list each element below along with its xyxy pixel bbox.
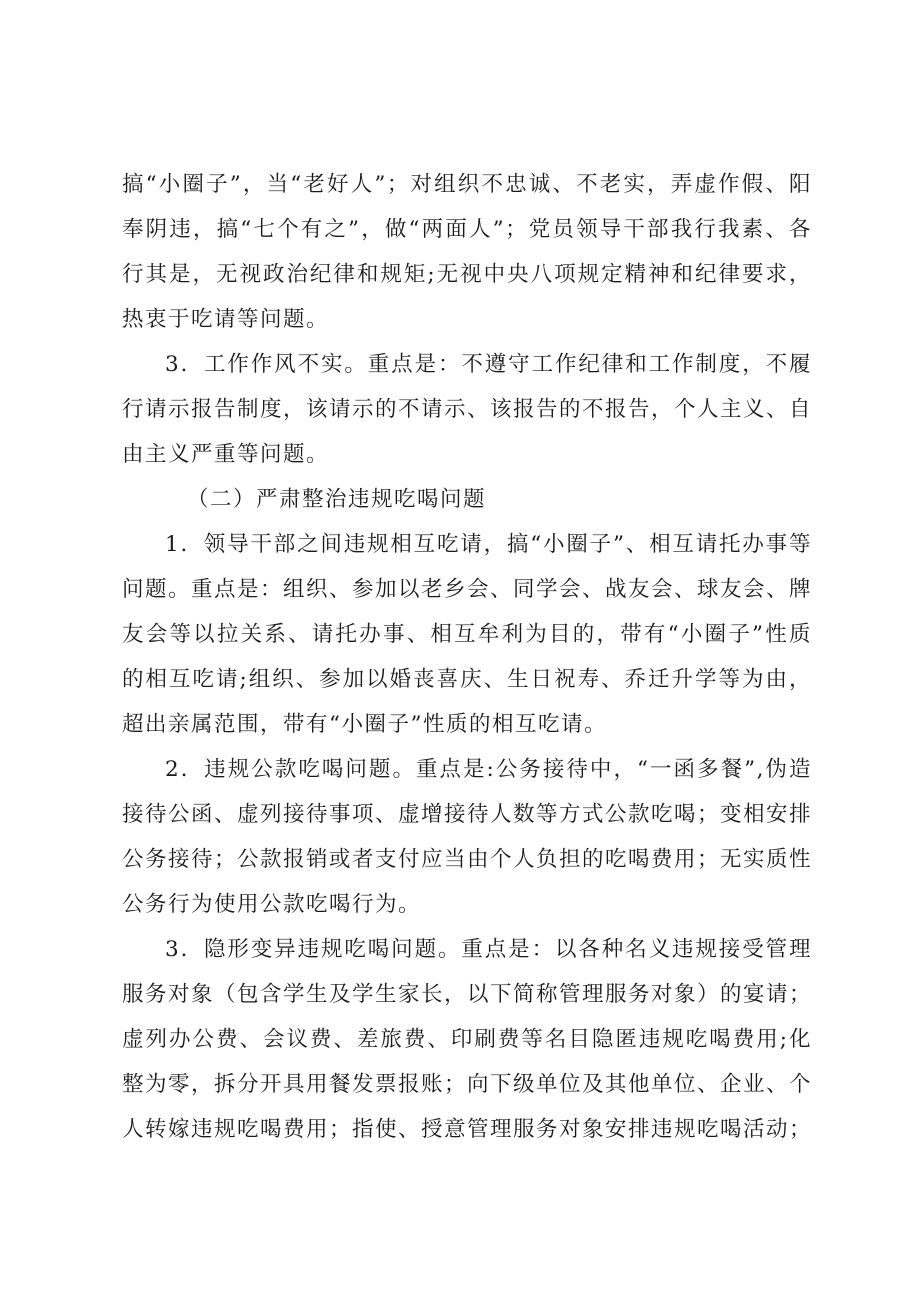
section-heading: （二）严肃整治违规吃喝问题: [187, 487, 487, 512]
paragraph-continuation: 搞“小圈子”，当“老好人”；对组织不忠诚、不老实，弄虚作假、阳奉阴违，搞“七个有之”，做“两面人”；党员领导干部我行我素、各行其是，无视政治纪律和规矩;无视中央八项规定精神和纪律要求，热衷于吃请等问题。: [122, 172, 812, 332]
paragraph-work-style: 3．工作作风不实。重点是：不遵守工作纪律和工作制度，不履行请示报告制度，该请示的不请示、该报告的不报告，个人主义、自由主义严重等问题。: [122, 352, 813, 467]
paragraph-hidden-dining: 3．隐形变异违规吃喝问题。重点是：以各种名义违规接受管理服务对象（包含学生及学生家长，以下简称管理服务对象）的宴请；虚列办公费、会议费、差旅费、印刷费等名目隐匿违规吃喝费用;化整为零，拆分开具用餐发票报账；向下级单位及其他单位、企业、个人转嫁违规吃喝费用；指使、授意管理服务对象安排违规吃喝活动；: [122, 937, 813, 1142]
paragraph-mutual-dining: 1．领导干部之间违规相互吃请，搞“小圈子”、相互请托办事等问题。重点是：组织、参加以老乡会、同学会、战友会、球友会、牌友会等以拉关系、请托办事、相互牟利为目的，带有“小圈子”性质的相互吃请;组织、参加以婚丧喜庆、生日祝寿、乔迁升学等为由，超出亲属范围，带有“小圈子”性质的相互吃请。: [122, 532, 813, 737]
document-body: [122, 162, 812, 1152]
paragraph-public-funds: 2．违规公款吃喝问题。重点是:公务接待中，“一函多餐”,伪造接待公函、虚列接待事项、虚增接待人数等方式公款吃喝；变相安排公务接待；公款报销或者支付应当由个人负担的吃喝费用；无实质性公务行为使用公款吃喝行为。: [122, 757, 813, 917]
